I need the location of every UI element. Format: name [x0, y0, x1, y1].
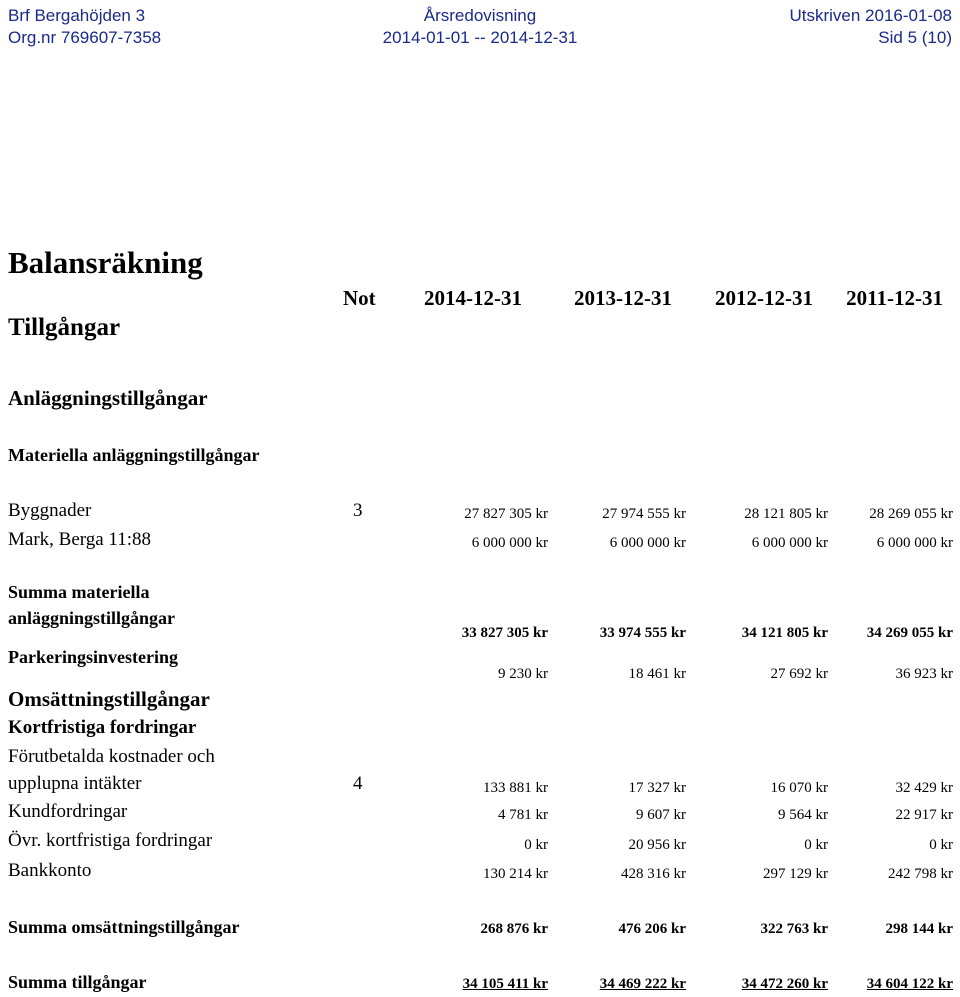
value-summa-materiella-2011: 34 269 055 kr: [866, 625, 953, 641]
value-byggnader-2013: 27 974 555 kr: [602, 506, 686, 522]
value-ovr-kortfristiga-2013: 20 956 kr: [628, 837, 686, 853]
note-column-header: Not: [343, 286, 376, 310]
row-label-kundfordringar: Kundfordringar: [8, 801, 128, 822]
value-byggnader-2014: 27 827 305 kr: [464, 506, 548, 522]
value-parkering-2012: 27 692 kr: [770, 666, 828, 682]
value-summa-materiella-2012: 34 121 805 kr: [741, 625, 828, 641]
value-summa-tillgangar-2013: 34 469 222 kr: [599, 976, 686, 992]
row-label-parkering: Parkeringsinvestering: [8, 647, 178, 667]
column-header-2012: 2012-12-31: [715, 286, 813, 310]
value-kundfordringar-2012: 9 564 kr: [778, 807, 828, 823]
value-kundfordringar-2011: 22 917 kr: [895, 807, 953, 823]
report-period: 2014-01-01 -- 2014-12-31: [382, 28, 578, 47]
row-label-mark: Mark, Berga 11:88: [8, 529, 152, 550]
value-forutbetalda-2013: 17 327 kr: [628, 780, 686, 796]
column-header-2011: 2011-12-31: [846, 286, 943, 310]
value-mark-2011: 6 000 000 kr: [876, 535, 953, 551]
value-mark-2013: 6 000 000 kr: [609, 535, 686, 551]
value-kundfordringar-2014: 4 781 kr: [498, 807, 548, 823]
row-label-summa-materiella-line1: Summa materiella: [8, 582, 150, 602]
row-label-ovr-kortfristiga: Övr. kortfristiga fordringar: [8, 830, 213, 851]
section-heading-tangible-fixed-assets: Materiella anläggningstillgångar: [8, 445, 260, 465]
section-heading-current-assets: Omsättningstillgångar: [8, 687, 210, 711]
row-label-forutbetalda-line2: upplupna intäkter: [8, 773, 142, 794]
value-byggnader-2011: 28 269 055 kr: [869, 506, 953, 522]
value-summa-omsattning-2011: 298 144 kr: [885, 921, 953, 937]
section-heading-short-term-receivables: Kortfristiga fordringar: [8, 717, 197, 738]
row-label-byggnader: Byggnader: [8, 500, 92, 521]
value-kundfordringar-2013: 9 607 kr: [636, 807, 686, 823]
org-number: Org.nr 769607-7358: [8, 28, 162, 47]
value-mark-2014: 6 000 000 kr: [471, 535, 548, 551]
page-title: Balansräkning: [8, 245, 203, 280]
value-parkering-2013: 18 461 kr: [628, 666, 686, 682]
value-summa-materiella-2013: 33 974 555 kr: [599, 625, 686, 641]
value-ovr-kortfristiga-2014: 0 kr: [524, 837, 548, 853]
org-name: Brf Bergahöjden 3: [8, 6, 146, 25]
value-summa-tillgangar-2011: 34 604 122 kr: [866, 976, 953, 992]
value-byggnader-2012: 28 121 805 kr: [744, 506, 828, 522]
section-heading-fixed-assets: Anläggningstillgångar: [8, 386, 208, 410]
row-label-bankkonto: Bankkonto: [8, 860, 92, 881]
value-ovr-kortfristiga-2012: 0 kr: [804, 837, 828, 853]
value-bankkonto-2012: 297 129 kr: [763, 866, 828, 882]
document-title: Årsredovisning: [423, 6, 537, 25]
value-bankkonto-2014: 130 214 kr: [483, 866, 548, 882]
value-bankkonto-2011: 242 798 kr: [888, 866, 953, 882]
printed-date: Utskriven 2016-01-08: [789, 6, 952, 25]
row-label-forutbetalda-line1: Förutbetalda kostnader och: [8, 746, 215, 767]
value-summa-materiella-2014: 33 827 305 kr: [461, 625, 548, 641]
value-summa-omsattning-2013: 476 206 kr: [618, 921, 686, 937]
column-header-2014: 2014-12-31: [424, 286, 522, 310]
value-parkering-2014: 9 230 kr: [498, 666, 548, 682]
value-summa-tillgangar-2014: 34 105 411 kr: [462, 976, 548, 992]
page-subtitle: Tillgångar: [8, 314, 121, 341]
value-mark-2012: 6 000 000 kr: [751, 535, 828, 551]
value-forutbetalda-2014: 133 881 kr: [483, 780, 548, 796]
row-note-forutbetalda: 4: [353, 773, 363, 794]
value-summa-tillgangar-2012: 34 472 260 kr: [741, 976, 828, 992]
value-parkering-2011: 36 923 kr: [895, 666, 953, 682]
row-label-summa-materiella-line2: anläggningstillgångar: [8, 608, 176, 628]
value-bankkonto-2013: 428 316 kr: [621, 866, 686, 882]
value-ovr-kortfristiga-2011: 0 kr: [929, 837, 953, 853]
value-summa-omsattning-2014: 268 876 kr: [480, 921, 548, 937]
row-label-summa-tillgangar: Summa tillgångar: [8, 972, 147, 992]
page-number: Sid 5 (10): [878, 28, 952, 47]
row-note-byggnader: 3: [353, 500, 363, 521]
value-summa-omsattning-2012: 322 763 kr: [760, 921, 828, 937]
value-forutbetalda-2011: 32 429 kr: [895, 780, 953, 796]
column-header-2013: 2013-12-31: [574, 286, 672, 310]
row-label-summa-omsattning: Summa omsättningstillgångar: [8, 917, 240, 937]
value-forutbetalda-2012: 16 070 kr: [770, 780, 828, 796]
